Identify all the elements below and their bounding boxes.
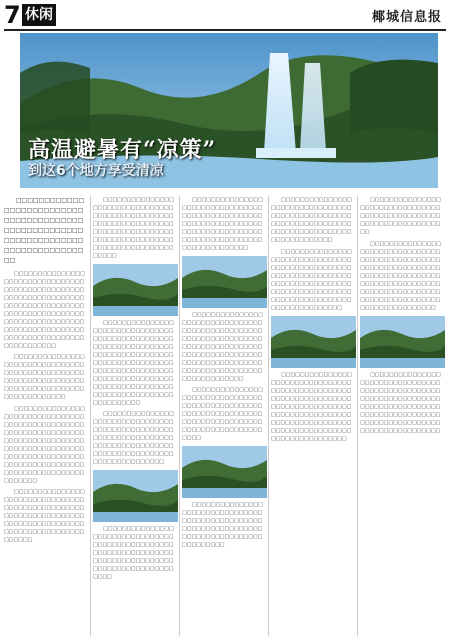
article-paragraph: □□□□□□□□□□□□□□□□□□□□□□□□□□□□□□□□□□□□□□□□□□□□□□□□□□□□□□□□□□□□□□□□□□□□□□□□□□□□□□□□□□□□□□□□□□□□□□□□□□□□□□□□□□□□□□□□□□□□□□□□□□□□□□□□□□□□□□: [360, 372, 441, 434]
article-paragraph: □□□□□□□□□□□□□□□□□□□□□□□□□□□□□□□□□□□□□□□□□□□□□□□□□□□□□□□□□□□□□□□□□□□□□□□□□□□□□□□□□□□□□□□□□□□□□□□□□□□□□□□□□□□□□□□□□□: [182, 197, 263, 251]
article-column-3: [182, 196, 267, 636]
article-photo: [271, 316, 356, 368]
article-paragraph: □□□□□□□□□□□□□□□□□□□□□□□□□□□□□□□□□□□□□□□□□□□□□□□□□□□□□□□□□□□□□□□□□□□□□□□□□□□□□□□□□□□□□□□□□□□□□□□□□□□□□□□□□□□□□□□□□□□□□□□□□□□□□□□□□□□□□□□□□□□□□□□□□□□□□□□□□□□□□□□□□□: [4, 271, 85, 349]
column-rule: [90, 196, 91, 636]
article-paragraph: □□□□□□□□□□□□□□□□□□□□□□□□□□□□□□□□□□□□□□□□□□□□□□□□□□□□□□□□□□□□□□□□□□□□□□□□□□□□□□□□□□□□□□□□□□□□□□□□□□□□□□□□□□□□□□□□□□□□□□□□□□□□□□□□□□□□□□□□□□□□□□□□□□□□□□: [360, 241, 441, 311]
article-column-4: [271, 196, 356, 636]
masthead: 椰城信息报: [371, 10, 442, 25]
article-paragraph: □□□□□□□□□□□□□□□□□□□□□□□□□□□□□□□□□□□□□□□□□□□□□□□□□□□□□□□□□□□□□□□□□□□□□□□□□□□□□□□□□□□□□□□□□□□□□□□□□□□□□□□□□□□□□□□□□□□: [93, 411, 174, 465]
column-rule: [268, 196, 269, 636]
article-paragraph: □□□□□□□□□□□□□□□□□□□□□□□□□□□□□□□□□□□□□□□□□□□□□□□□□□□□□□□□□□□□□□□□□□□□□□□□□□□□□□□□□□□□□□□□□□□□□□□□□□□□□□□□: [93, 526, 174, 580]
article-columns: [4, 196, 446, 636]
article-photo: [93, 264, 178, 316]
article-paragraph: □□□□□□□□□□□□□□□□□□□□□□□□□□□□□□□□□□□□□□□□□□□□□□□□□□□□□□□□□□□□□□□□□□□□□□□□□□□□□□□□□□□□□□□□□□□□: [182, 502, 263, 548]
article-column-2: [93, 196, 178, 636]
article-paragraph: □□□□□□□□□□□□□□□□□□□□□□□□□□□□□□□□□□□□□□□□□□□□□□□□□□□□□□□□□□□□□□□□□□□□□□□□□□□□□□□□□□□□□□□□□□□□□□□□: [4, 354, 85, 400]
article-paragraph: □□□□□□□□□□□□□□□□□□□□□□□□□□□□□□□□□□□□□□□□□□□□□□□□□□□□□□□□□□□□□□□□□□□□□□□□□□□□□□□□□□□□□□□□□□□□□□□□□□□□□□□□□□□□□□□□□□□□□□□□□□□□□□□□□□□□: [271, 249, 352, 311]
main-headline: 高温避暑有“凉策”: [28, 137, 217, 163]
article-photo: [182, 256, 267, 308]
section-name: 休闲: [22, 4, 56, 26]
article-paragraph: □□□□□□□□□□□□□□□□□□□□□□□□□□□□□□□□□□□□□□□□□□□□□□□□□□□□□□□□□□□□□□□□□□□□□□□□□□□□□□□□□□□□□□□□□□□□□□□□: [271, 197, 352, 243]
article-photo: [360, 316, 445, 368]
hero-photo: [20, 33, 438, 188]
header-rule: [4, 29, 446, 31]
article-paragraph: □□□□□□□□□□□□□□□□□□□□□□□□□□□□□□□□□□□□□□□□□□□□□□□□□□□□□□□□□□□□□□□□□□□□□□□□□□□□□□□□□□□□□□□□□□□□□□□□□□□□□□□□□□□□□□□□□□□□□□□□□□□□□□□□□□□□□□□□□□□□□□□□□□□□□□: [271, 372, 352, 442]
sub-headline: 到这6个地方享受清凉: [28, 163, 164, 179]
article-paragraph: □□□□□□□□□□□□□□□□□□□□□□□□□□□□□□□□□□□□□□□□□□□□□□□□□□□□□□□□□□□□□□□□□□□□□□□□□□□□□□□□□□□□□□□□□□□□□□□□□□□□□□□□: [182, 387, 263, 441]
article-photo: [182, 446, 267, 498]
article-column-1: [4, 196, 89, 636]
article-paragraph: □□□□□□□□□□□□□□□□□□□□□□□□□□□□□□□□□□□□□□□□□□□□□□□□□□□□□□□□□□□□□□□□□□□□□□□□□□□□□□□□□□□□□□□□□□□□□□□□□□□□□□□□□□□□□□□□□□□□□□□□□□□□□□□□□□□□□□□□□□□□□□□□□□□□□□□□□□□□□□□□□□□□□□□□□□□□□□□□□□: [93, 320, 174, 406]
section-number: 7: [4, 1, 21, 29]
column-rule: [179, 196, 180, 636]
article-paragraph: □□□□□□□□□□□□□□□□□□□□□□□□□□□□□□□□□□□□□□□□□□□□□□□□□□□□□□□□□□□□□□□□□□□□□□□□□□□□□□□□□□□□: [4, 197, 85, 264]
page-header: [0, 0, 450, 30]
column-rule: [357, 196, 358, 636]
article-paragraph: □□□□□□□□□□□□□□□□□□□□□□□□□□□□□□□□□□□□□□□□□□□□□□□□□□□□□□□□□□□□□□□□□□□□□□□□□□□□□□□□□□□□□□□□□□□□□□□□□□□□□□□□□□□□□□□□□□□□□□□□□□□□□□□□□□□□□□□□□□□□□□□□□□□□□□□□□□□□□□: [4, 406, 85, 484]
article-paragraph: □□□□□□□□□□□□□□□□□□□□□□□□□□□□□□□□□□□□□□□□□□□□□□□□□□□□□□□□□□□□□□□□□□□□: [360, 197, 441, 235]
article-paragraph: □□□□□□□□□□□□□□□□□□□□□□□□□□□□□□□□□□□□□□□□□□□□□□□□□□□□□□□□□□□□□□□□□□□□□□□□□□□□□□□□□□□□□□□□□□□□□□□□□□□□□□□□□□□□□□□□□□□□□□□□□□: [93, 197, 174, 259]
article-photo: [93, 470, 178, 522]
article-paragraph: □□□□□□□□□□□□□□□□□□□□□□□□□□□□□□□□□□□□□□□□□□□□□□□□□□□□□□□□□□□□□□□□□□□□□□□□□□□□□□□□□□□□□□□□□□□□□□□□□□□□□□□□□□□□□□□□□□□□□□□□□□□□□□□□□□□□□□□□□□□□□□□□□□□: [182, 312, 263, 382]
article-paragraph: □□□□□□□□□□□□□□□□□□□□□□□□□□□□□□□□□□□□□□□□□□□□□□□□□□□□□□□□□□□□□□□□□□□□□□□□□□□□□□□□□□□□□□□□□□□□□□□□□□□□□□□□□□: [4, 489, 85, 543]
article-column-5: [360, 196, 445, 636]
